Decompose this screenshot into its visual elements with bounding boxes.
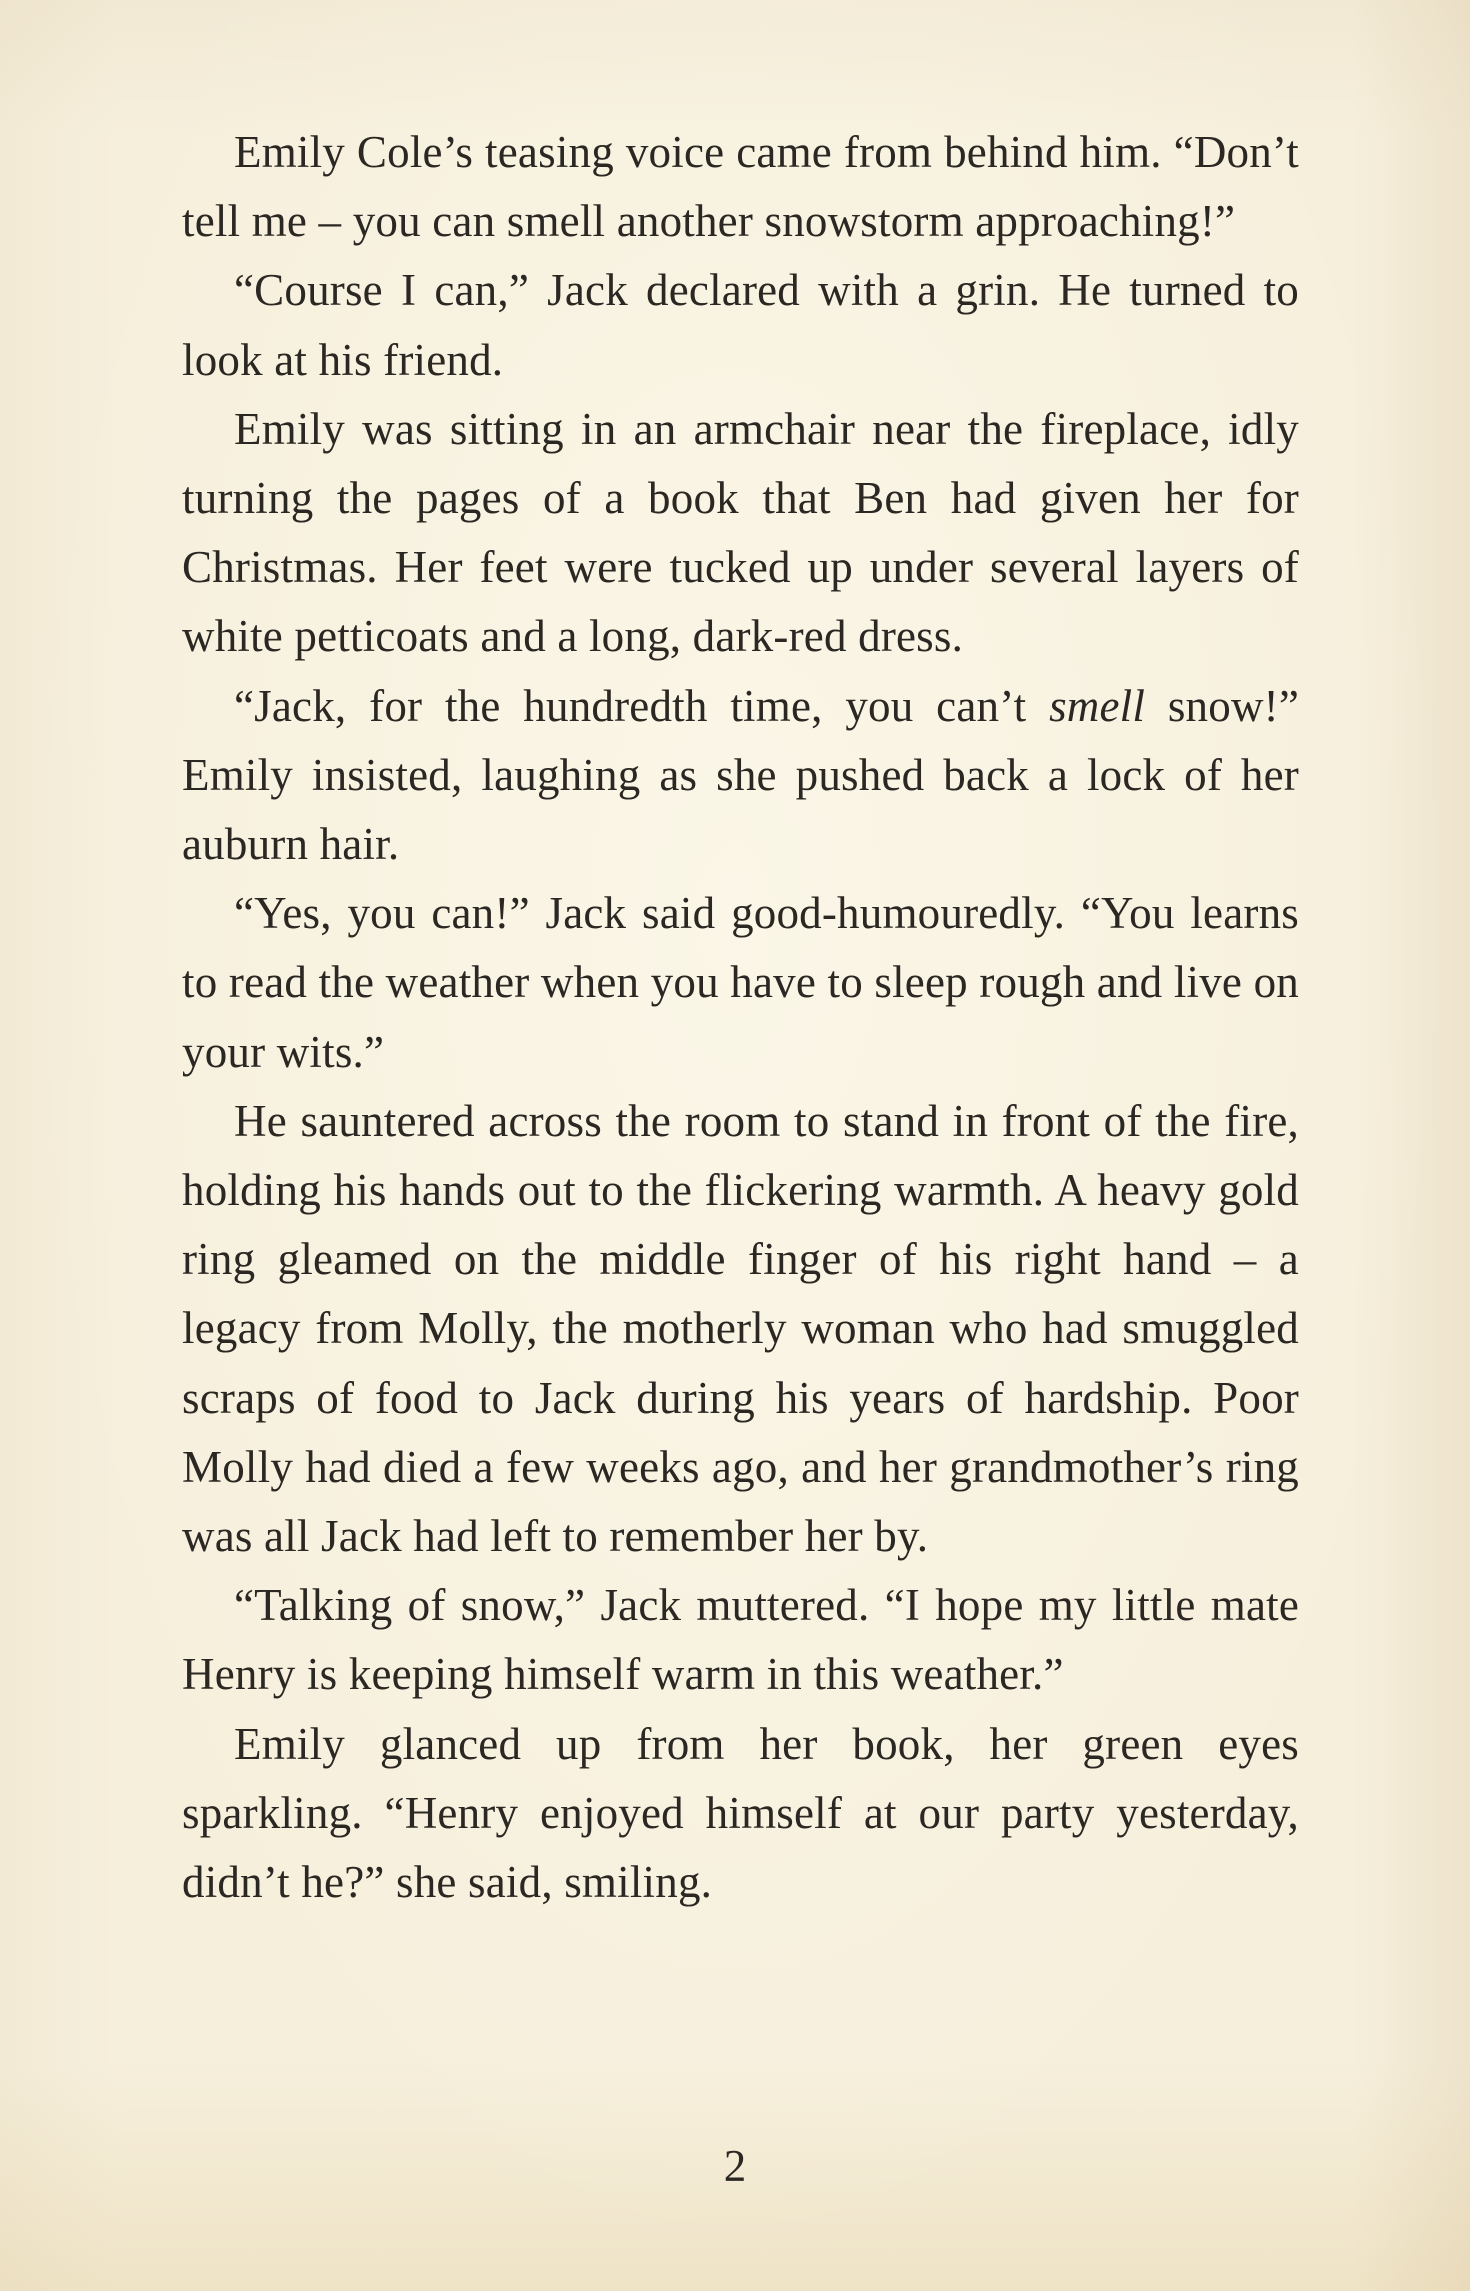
paragraph-8: Emily glanced up from her book, her green eyes sparkling. “Henry enjoyed himself at our party yesterday, didn’t he?” she said, smiling. <box>182 1718 1299 1908</box>
paragraph-4-after: snow!” Emily insisted, laughing as she pushed back a lock of her auburn hair. <box>182 680 1300 870</box>
paragraph-1: Emily Cole’s teasing voice came from behind him. “Don’t tell me – you can smell another snowstorm approaching!” <box>182 127 1299 247</box>
paragraph-2: “Course I can,” Jack declared with a grin. He turned to look at his friend. <box>182 265 1299 385</box>
paragraph-7: “Talking of snow,” Jack muttered. “I hope my little mate Henry is keeping himself warm in this weather.” <box>182 1580 1299 1700</box>
page-number: 2 <box>723 2141 747 2191</box>
paragraph-6: He sauntered across the room to stand in front of the fire, holding his hands out to the flickering warmth. A heavy gold ring gleamed on the middle finger of his right hand – a legacy from Molly, the motherly woman who had smuggled scraps of food to Jack during his years of hardship. Poor Molly had died a few weeks ago, and her grandmother’s ring was all Jack had left to remember her by. <box>182 1095 1299 1562</box>
paragraph-4 <box>182 672 1299 880</box>
paragraph-3: Emily was sitting in an armchair near the fireplace, idly turning the pages of a book that Ben had given her for Christmas. Her feet were tucked up under several layers of white petticoats and a long, dark-red dress. <box>182 403 1299 662</box>
paragraph-5: “Yes, you can!” Jack said good-humouredly. “You learns to read the weather when you have to sleep rough and live on your wits.” <box>182 888 1299 1077</box>
paragraph-4-emphasis: smell <box>1049 680 1146 731</box>
paragraph-4-before: “Jack, for the hundredth time, you can’t <box>234 680 1050 731</box>
body-text <box>182 118 1299 1917</box>
